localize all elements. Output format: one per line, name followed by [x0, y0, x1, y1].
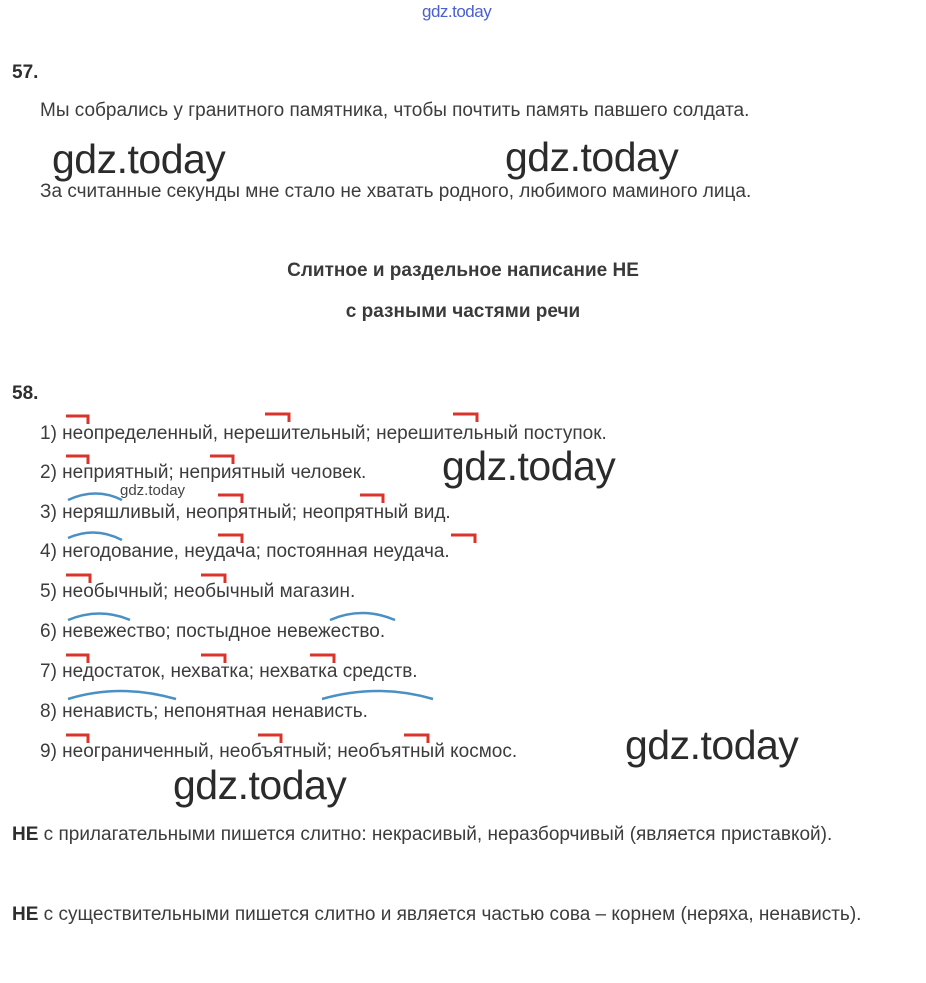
rule-keyword: НЕ — [12, 904, 39, 925]
list-item: 6) невежество; постыдное невежество. — [40, 621, 386, 642]
rule-paragraph-1 — [12, 816, 917, 854]
list-item: 4) негодование, неудача; постоянная неудача. — [40, 541, 450, 562]
prefix-mark — [451, 535, 475, 543]
root-arc — [68, 532, 122, 540]
task-number: 58. — [12, 383, 39, 404]
root-arc — [322, 691, 433, 699]
list-item: 7) недостаток, нехватка; нехватка средств. — [40, 661, 418, 682]
rule-keyword: НЕ — [12, 824, 39, 845]
rule-paragraph-2 — [12, 896, 917, 934]
root-arc — [68, 691, 176, 699]
list-item: 8) ненависть; непонятная ненависть. — [40, 701, 368, 722]
list-item: 9) неограниченный, необъятный; необъятный космос. — [40, 741, 518, 762]
watermark-text: gdz.today — [120, 482, 186, 499]
root-arc — [68, 494, 122, 501]
section-heading-line1: Слитное и раздельное написание НЕ — [287, 260, 639, 281]
watermark-text: gdz.today — [173, 762, 347, 808]
watermark-text: gdz.today — [625, 722, 799, 768]
sentence-1: Мы собрались у гранитного памятника, чтобы почтить память павшего солдата. — [40, 100, 750, 121]
task-number: 57. — [12, 62, 39, 83]
root-arc — [330, 613, 395, 620]
section-heading-line2: с разными частями речи — [345, 301, 581, 322]
watermark-text: gdz.today — [442, 443, 616, 489]
sentence-2: За считанные секунды мне стало не хватать родного, любимого маминого лица. — [40, 181, 752, 202]
list-item: 5) необычный; необычный магазин. — [40, 581, 356, 602]
rule-text: с прилагательными пишется слитно: некрасивый, неразборчивый (является приставкой). — [38, 824, 833, 845]
watermark-text: gdz.today — [505, 134, 679, 180]
rule-text: с существительными пишется слитно и является частью сова – корнем (неряха, ненависть). — [38, 904, 862, 925]
watermark-text: gdz.today — [422, 2, 492, 21]
prefix-mark — [265, 414, 289, 422]
list-item: 2) неприятный; неприятный человек. — [40, 462, 367, 483]
list-item: 3) неряшливый, неопрятный; неопрятный вид. — [40, 502, 451, 523]
root-arc — [68, 614, 130, 621]
watermark-text: gdz.today — [52, 136, 226, 182]
list-item: 1) неопределенный, нерешительный; нерешительный поступок. — [40, 423, 607, 444]
prefix-mark — [453, 414, 477, 422]
